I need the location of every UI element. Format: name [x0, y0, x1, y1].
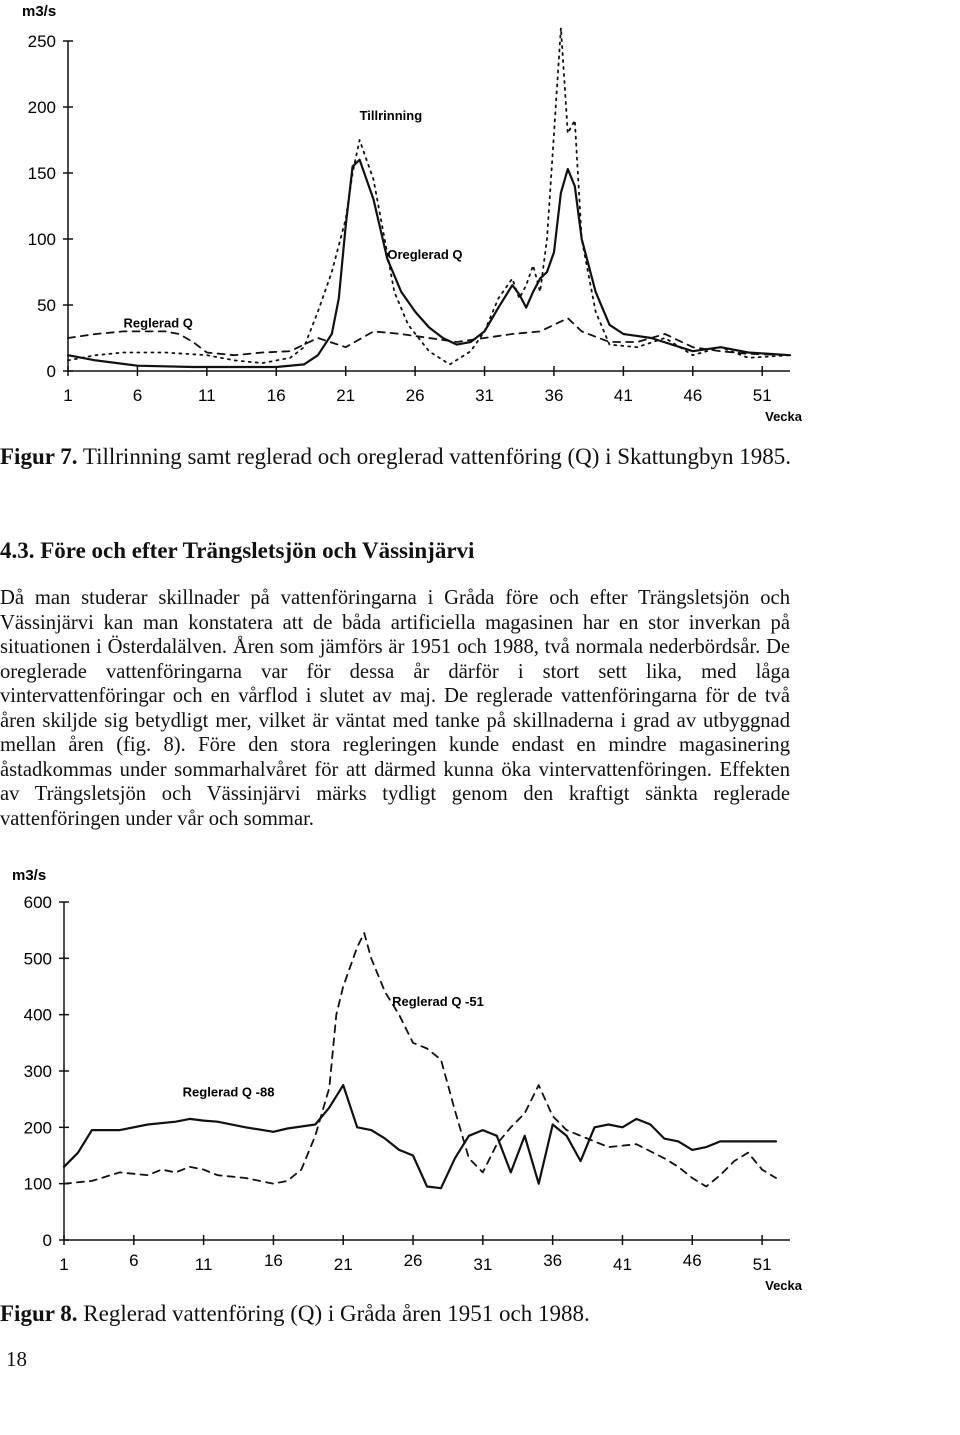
series-line-oreglerad-q: [68, 160, 790, 367]
x-tick-label: 21: [333, 1255, 353, 1274]
y-tick-label: 100: [23, 1174, 52, 1194]
x-tick-label: 11: [194, 1255, 213, 1274]
series-line-reglerad-q-51: [64, 933, 776, 1187]
x-tick-label: 21: [336, 386, 356, 405]
figure-8-caption: [0, 1300, 960, 1327]
y-unit-label: m3/s: [12, 867, 47, 884]
series-annotation-label: Reglerad Q -88: [182, 1084, 275, 1100]
x-tick-label: 36: [543, 1251, 563, 1270]
figure-8-caption-text: Reglerad vattenföring (Q) i Gråda åren 1951 och 1988.: [77, 1301, 590, 1326]
figure-8-svg: [0, 860, 960, 1295]
x-axis-label: Vecka: [765, 409, 802, 424]
y-unit-label: m3/s: [22, 3, 57, 20]
series-annotation-label: Oreglerad Q: [387, 246, 463, 262]
y-tick-label: 250: [27, 32, 56, 51]
x-tick-label: 51: [752, 1255, 772, 1274]
series-annotation-label: Reglerad Q: [123, 315, 193, 331]
x-tick-label: 51: [752, 386, 772, 405]
y-tick-label: 400: [23, 1005, 52, 1025]
x-tick-label: 41: [613, 386, 633, 405]
x-tick-label: 31: [473, 1255, 493, 1274]
x-tick-label: 6: [129, 1251, 139, 1270]
figure-8-label: Figur 8.: [0, 1301, 78, 1326]
x-tick-label: 11: [198, 386, 216, 405]
figure-7-chart: [0, 0, 960, 440]
body-paragraph: Då man studerar skillnader på vattenföringarna i Gråda före och efter Trängsletsjön och Vässinjärvi kan man konstatera att de båda artificiella magasinen har en stor inverkan på situationen i Österdalälven. Åren som jämförs är 1951 och 1988, två normala nederbördsår. De oreglerade vattenföringarna var för dessa år därför i stort sett lika, med låga vintervattenföringar och en vårflod i slutet av maj. De reglerade vattenföringarna för de två åren skiljde sig betydligt mer, vilket är väntat med tanke på skillnaderna i grad av utbyggnad mellan åren (fig. 8). Före den stora regleringen kunde endast en mindre magasinering åstadkommas under sommarhalvåret för att därmed kunna öka vintervattenföringen. Effekten av Trängsletsjön och Vässinjärvi märks tydligt genom den kraftigt sänkta reglerade vattenföringen under vår och sommar.: [0, 587, 790, 830]
x-tick-label: 16: [263, 1251, 283, 1270]
figure-7-caption: [0, 443, 820, 470]
x-tick-label: 1: [63, 386, 73, 405]
x-tick-label: 6: [132, 386, 143, 405]
series-line-tillrinning: [68, 28, 790, 365]
series-line-reglerad-q-88: [64, 1085, 776, 1188]
figure-7-caption-text: Tillrinning samt reglerad och oreglerad vattenföring (Q) i Skattungbyn 1985.: [77, 444, 792, 469]
figure-8-chart: [0, 860, 960, 1295]
x-tick-label: 26: [405, 386, 425, 405]
y-tick-label: 100: [27, 230, 56, 249]
y-tick-label: 150: [27, 164, 56, 183]
figure-7-svg: [0, 0, 960, 440]
y-tick-label: 200: [27, 98, 56, 117]
series-annotation-label: Tillrinning: [359, 108, 423, 124]
y-tick-label: 50: [37, 296, 56, 315]
series-annotation-label: Reglerad Q -51: [392, 994, 484, 1010]
x-tick-label: 1: [59, 1255, 69, 1274]
figure-7-label: Figur 7.: [0, 444, 78, 469]
page-number: 18: [6, 1347, 27, 1371]
x-tick-label: 46: [683, 386, 703, 405]
x-axis-label: Vecka: [765, 1278, 802, 1293]
y-tick-label: 300: [23, 1062, 52, 1081]
y-tick-label: 200: [23, 1118, 52, 1138]
y-tick-label: 0: [46, 362, 56, 381]
section-heading: 4.3. Före och efter Trängsletsjön och Vässinjärvi: [0, 538, 475, 563]
x-tick-label: 26: [403, 1251, 423, 1270]
x-tick-label: 41: [613, 1255, 632, 1274]
y-tick-label: 500: [23, 949, 52, 969]
y-tick-label: 0: [42, 1231, 52, 1250]
x-tick-label: 36: [544, 386, 564, 405]
x-tick-label: 46: [682, 1251, 702, 1270]
y-tick-label: 600: [23, 893, 52, 912]
x-tick-label: 31: [475, 386, 494, 405]
x-tick-label: 16: [266, 386, 286, 405]
